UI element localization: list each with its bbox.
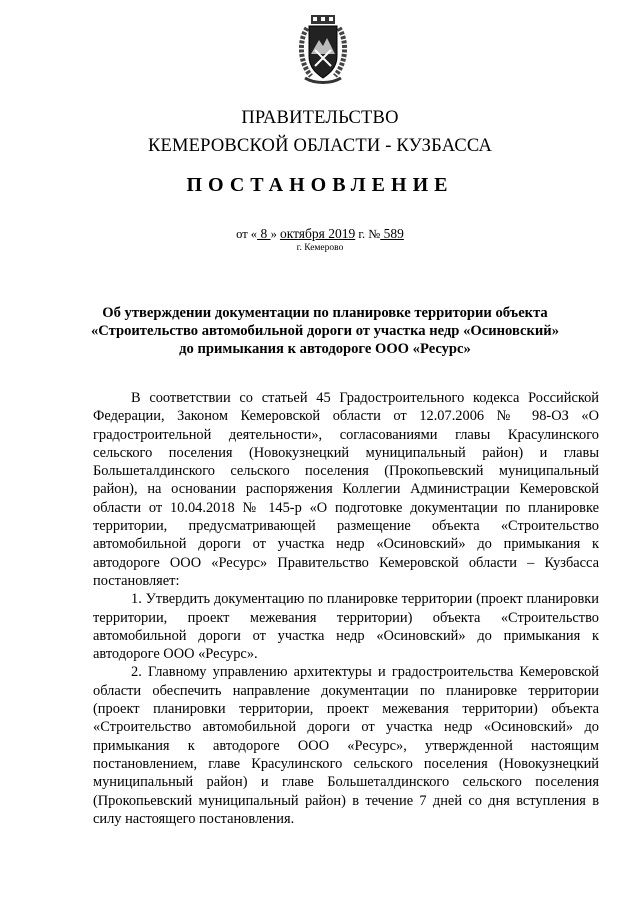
organization-region: КЕМЕРОВСКОЙ ОБЛАСТИ - КУЗБАССА bbox=[147, 136, 493, 156]
document-title bbox=[80, 304, 570, 358]
document-city: г. Кемерово bbox=[296, 243, 344, 253]
clause-paragraph: 1. Утвердить документацию по планировке территории (проект планировки территории, проект межевания территории) объекта «Строительство автомобильной дороги от участка недр «Осиновский» до примыкания к автодороге ООО «Ресурс». bbox=[93, 591, 599, 663]
document-date-line bbox=[0, 226, 640, 242]
date-year-suffix: г. № bbox=[355, 227, 381, 241]
date-day: 8 bbox=[257, 226, 271, 241]
title-line: «Строительство автомобильной дороги от участка недр «Осиновский» bbox=[90, 323, 560, 339]
preamble-paragraph: В соответствии со статьей 45 Градостроительного кодекса Российской Федерации, Законом Кемеровской области от 12.07.2006 № 98-ОЗ «О градостроительной деятельности», согласованиями главы Красулинского сельского поселения (Новокузнецкий муниципальный район) и главы Большеталдинского сельского поселения (Прокопьевский муниципальный район), на основании распоряжения Коллегии Администрации Кемеровской области от 10.04.2018 № 145-р «О подготовке документации по планировке территории, предусматривающей размещение объекта «Строительство автомобильной дороги от участка недр «Осиновский» до примыкания к автодороге ООО «Ресурс» Правительство Кемеровской области – Кузбасса постановляет: bbox=[93, 390, 599, 589]
date-prefix: от « bbox=[236, 227, 258, 241]
document-number: 589 bbox=[380, 226, 404, 241]
date-month-year: октября 2019 bbox=[279, 226, 356, 241]
document-body bbox=[93, 389, 599, 828]
coat-of-arms-icon bbox=[297, 14, 349, 86]
title-line: Об утверждении документации по планировке территории объекта bbox=[102, 305, 548, 321]
date-middle: » bbox=[270, 227, 280, 241]
organization-name: ПРАВИТЕЛЬСТВО bbox=[241, 108, 399, 128]
document-type-heading: ПОСТАНОВЛЕНИЕ bbox=[186, 174, 454, 196]
title-line: до примыкания к автодороге ООО «Ресурс» bbox=[179, 341, 471, 357]
clause-paragraph: 2. Главному управлению архитектуры и градостроительства Кемеровской области обеспечить направление документации по планировке территории (проект планировки территории, проект межевания территории) объекта «Строительство автомобильной дороги от участка недр «Осиновский» до примыкания к автодороге ООО «Ресурс», утвержденной настоящим постановлением, главе Красулинского сельского поселения (Новокузнецкий муниципальный район) и главе Большеталдинского сельского поселения (Прокопьевский муниципальный район) в течение 7 дней со дня вступления в силу настоящего постановления. bbox=[93, 664, 599, 827]
